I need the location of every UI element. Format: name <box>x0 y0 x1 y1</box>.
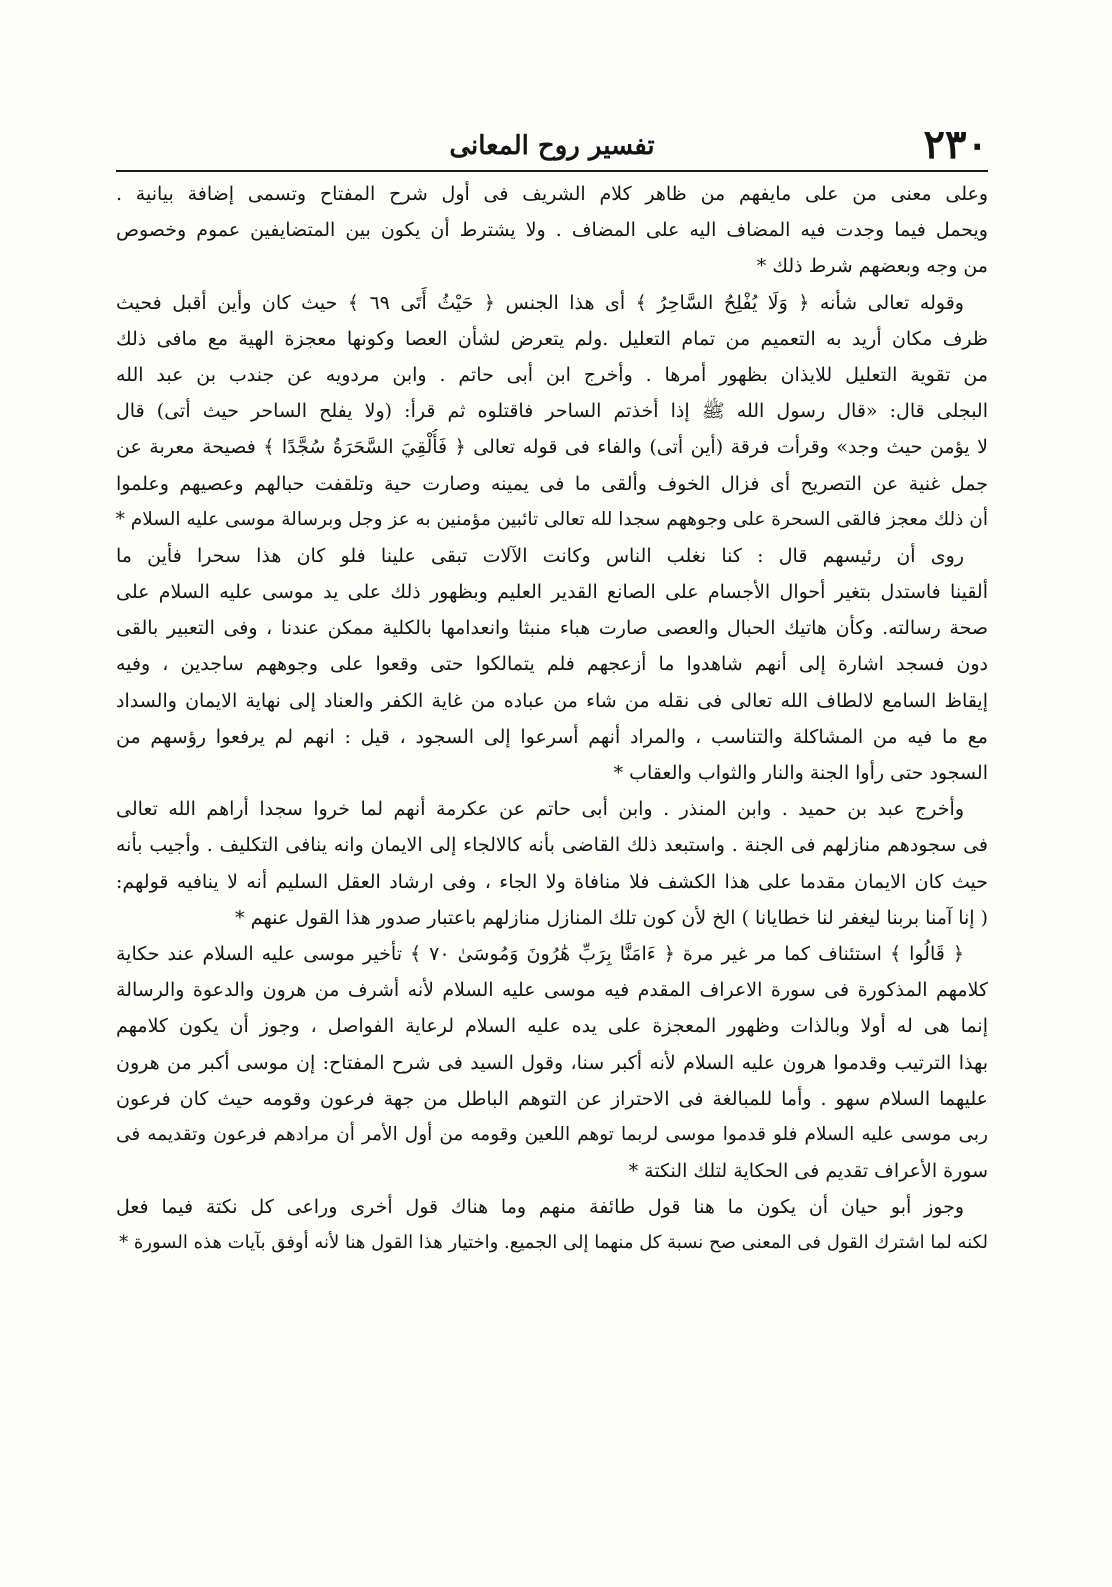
text-line: صحة رسالته. وكأن هاتيك الحبال والعصى صارت هباء منبثا وانعدامها بالكلية ممكن عندنا ، وفى التعبير بالقى <box>116 617 988 640</box>
page-number: ٢٣٠ <box>923 121 988 168</box>
page-header <box>116 122 988 172</box>
text-line: ظرف مكان أريد به التعميم من تمام التعليل .ولم يتعرض لشأن العصا وكونها معجزة الهية مع مافى ذلك <box>116 327 988 350</box>
text-line: السجود حتى رأوا الجنة والنار والثواب والعقاب * <box>613 762 988 784</box>
text-line: من وجه وبعضهم شرط ذلك * <box>756 255 988 278</box>
text-line: البجلى قال: «قال رسول الله ﷺ إذا أخذتم الساحر فاقتلوه ثم قرأ: (ولا يفلح الساحر حيث أتى) قال <box>116 400 988 423</box>
paragraph-5 <box>116 936 988 1189</box>
header-rule <box>116 170 988 172</box>
text-line: فى سجودهم منازلهم فى الجنة . واستبعد ذلك القاضى بأنه كالالجاء إلى الايمان وانه ينافى التكليف . وأجيب بأنه <box>116 834 988 857</box>
text-line: وأخرج عبد بن حميد . وابن المنذر . وابن أبى حاتم عن عكرمة أنهم لما خروا سجدا أراهم الله تعالى <box>116 798 964 821</box>
text-line: بهذا الترتيب وقدموا هرون عليه السلام لأنه أكبر سنا، وقول السيد فى شرح المفتاح: إن موسى أكبر من هرون <box>116 1051 988 1074</box>
text-line: من تقوية التعليل للايذان بظهور أمرها . وأخرج ابن أبى حاتم . وابن مردويه عن جندب بن عبد الله <box>116 363 988 386</box>
paragraph-2 <box>116 285 988 538</box>
text-line: مع ما فيه من المشاكلة والتناسب ، والمراد أنهم أسرعوا إلى السجود ، قيل : انهم لم يرفعوا رؤسهم من <box>116 725 988 748</box>
text-line: وجوز أبو حيان أن يكون ما هنا قول طائفة منهم وما هناك قول أخرى وراعى كل نكتة فيما فعل <box>116 1196 964 1219</box>
text-line: ألقينا فاستدل بتغير أحوال الأجسام على الصانع القدير العليم وبظهور ذلك على يد موسى عليه السلام على <box>116 581 988 604</box>
text-line: لكنه لما اشترك القول فى المعنى صح نسبة كل منهما إلى الجميع. واختيار هذا القول هنا لأنه أوفق بآيات هذه السورة * <box>119 1232 988 1254</box>
text-line: عليهما السلام سهو . وأما للمبالغة فى الاحتراز عن التوهم الباطل من جهة فرعون وقومه حيث كان فرعون <box>116 1087 988 1110</box>
text-line: أن ذلك معجز فالقى السحرة على وجوههم سجدا لله تعالى تائبين مؤمنين به عز وجل وبرسالة موسى عليه السلام * <box>116 508 988 530</box>
text-line: ويحمل فيما وجدت فيه المضاف اليه على المضاف . ولا يشترط أن يكون بين المتضايفين عموم وخصوص <box>116 219 988 242</box>
text-line: ربى موسى عليه السلام فلو قدموا موسى لربما توهم اللعين وقومه من أول الأمر أن مرادهم فرعون وتقديمه فى <box>116 1123 988 1145</box>
paragraph-4 <box>116 791 988 936</box>
running-title: تفسير روح المعانى <box>449 131 655 161</box>
text-line: وعلى معنى من على مايفهم من ظاهر كلام الشريف فى أول شرح المفتاح وتسمى إضافة بيانية . <box>116 183 988 205</box>
text-line: دون فسجد اشارة إلى أنهم شاهدوا ما أزعجهم فلم يتمالكوا حتى وقعوا على وجوههم ساجدين ، وفيه <box>116 653 988 676</box>
text-line: سورة الأعراف تقديم فى الحكاية لتلك النكتة * <box>628 1160 988 1183</box>
text-line: وقوله تعالى شأنه ﴿ وَلَا يُفْلِحُ السَّاحِرُ ﴾ أى هذا الجنس ﴿ حَيْثُ أَتَى ٦٩ ﴾ حيث كان وأين أقبل فحيث <box>116 291 964 314</box>
page-body <box>116 176 988 1262</box>
text-line: إنما هى له أولا وبالذات وظهور المعجزة على يده عليه السلام لرعاية الفواصل ، وجوز أن يكون كلامهم <box>116 1015 988 1038</box>
text-line: ( إنا آمنا بربنا ليغفر لنا خطايانا ) الخ لأن كون تلك المنازل منازلهم باعتبار صدور هذا القول عنهم * <box>235 906 988 929</box>
text-line: كلامهم المذكورة فى سورة الاعراف المقدم فيه موسى عليه السلام لأنه أشرف من هرون والدعوة والرسالة <box>116 979 988 1002</box>
text-line: جمل غنية عن التصريح أى فزال الخوف وألقى ما فى يمينه وصارت حية وتلقفت حبالهم وعصيهم وعلموا <box>116 472 988 495</box>
text-line: لا يؤمن حيث وجد» وقرأت فرقة (أين أتى) والفاء فى قوله تعالى ﴿ فَأُلْقِيَ السَّحَرَةُ سُجَّدًا ﴾ فصيحة معربة عن <box>116 436 988 459</box>
paragraph-3 <box>116 538 988 791</box>
paragraph-1 <box>116 176 988 285</box>
text-line: حيث كان الايمان مقدما على هذا الكشف فلا منافاة ولا الجاء ، وفى ارشاد العقل السليم أنه لا ينافيه قولهم: <box>116 870 988 893</box>
paragraph-6 <box>116 1189 988 1261</box>
text-line: روى أن رئيسهم قال : كنا نغلب الناس وكانت الآلات تبقى علينا فلو كان هذا سحرا فأين ما <box>116 544 964 567</box>
text-line: ﴿ قَالُوا ﴾ استئناف كما مر غير مرة ﴿ ءَامَنَّا بِرَبِّ هَٰرُونَ وَمُوسَىٰ ٧٠ ﴾ تأخير موسى عليه السلام عند حكاية <box>116 942 964 965</box>
text-line: إيقاظ السامع لالطاف الله تعالى فى نقله من شاء من عباده من غاية الكفر والعناد إلى نهاية الايمان والسداد <box>116 689 988 712</box>
